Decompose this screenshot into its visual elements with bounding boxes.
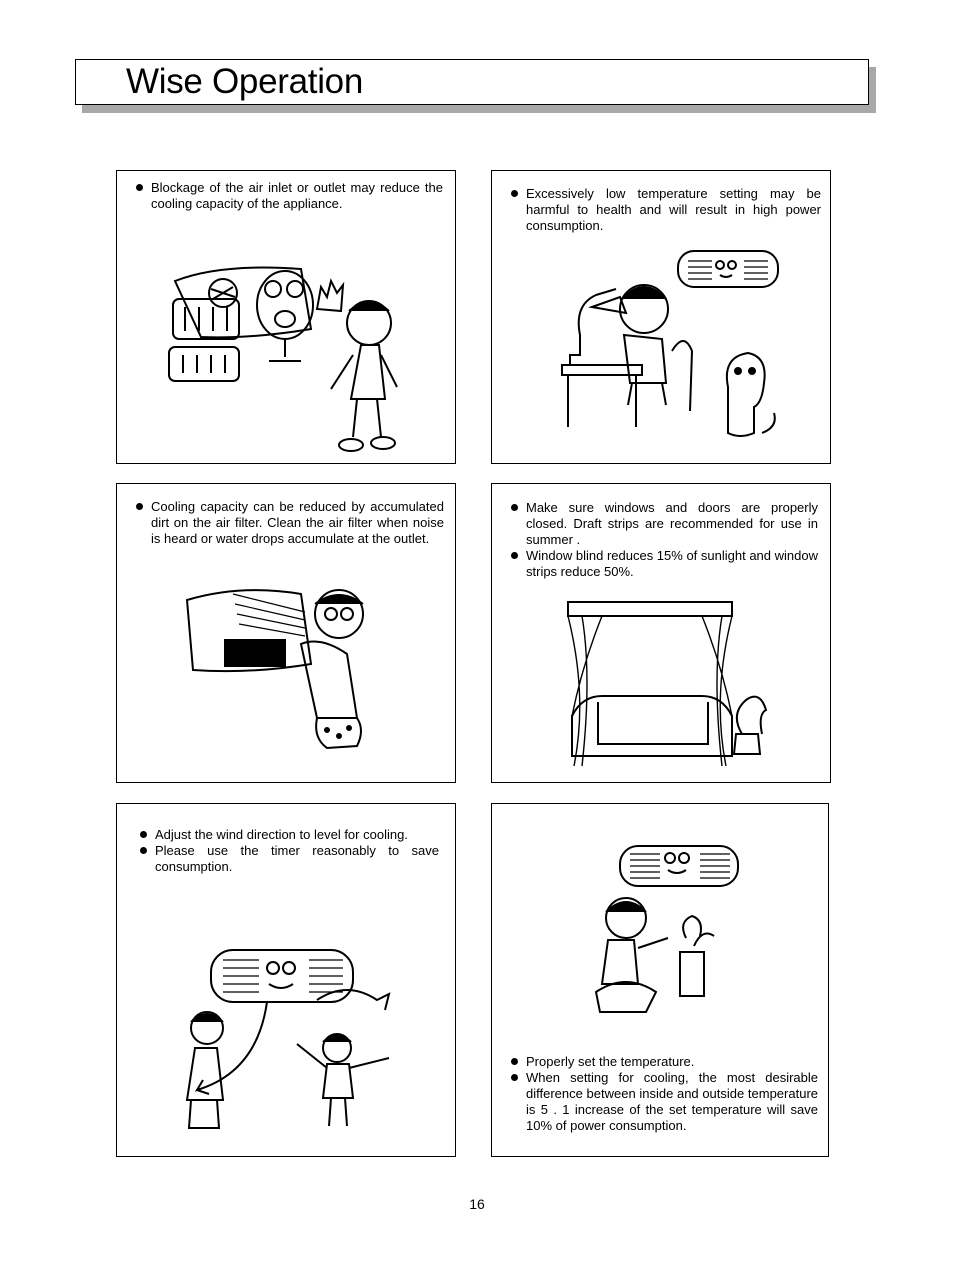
temperature-plant-illustration bbox=[582, 842, 752, 1022]
tip-item: Window blind reduces 15% of sunlight and window strips reduce 50%. bbox=[510, 548, 818, 580]
tip-panel-set-temperature bbox=[491, 803, 829, 1157]
tip-panel-low-temperature bbox=[491, 170, 831, 464]
blocked-ac-illustration bbox=[161, 259, 431, 459]
tip-panel-wind-direction bbox=[116, 803, 456, 1157]
title-bar bbox=[75, 59, 869, 105]
tip-list bbox=[139, 827, 439, 875]
tip-panel-windows-doors bbox=[491, 483, 831, 783]
tip-panel-air-filter bbox=[116, 483, 456, 783]
curtains-sofa-illustration bbox=[562, 596, 772, 768]
tip-list bbox=[510, 1054, 818, 1134]
tip-item: Make sure windows and doors are properly closed. Draft strips are recommended for use in summer . bbox=[510, 500, 818, 548]
tip-item: Please use the timer reasonably to save consumption. bbox=[139, 843, 439, 875]
page-title: Wise Operation bbox=[126, 62, 364, 101]
tip-list bbox=[510, 500, 818, 580]
tip-list bbox=[135, 180, 443, 212]
tip-item: Adjust the wind direction to level for cooling. bbox=[139, 827, 439, 843]
tip-item: Blockage of the air inlet or outlet may reduce the cooling capacity of the appliance. bbox=[135, 180, 443, 212]
tip-item: Properly set the temperature. bbox=[510, 1054, 818, 1070]
tip-list bbox=[510, 186, 821, 234]
tip-item: Excessively low temperature setting may be harmful to health and will result in high power consumption. bbox=[510, 186, 821, 234]
study-desk-illustration bbox=[552, 247, 822, 457]
tip-list bbox=[135, 499, 444, 547]
wind-direction-illustration bbox=[167, 944, 417, 1144]
tip-item: When setting for cooling, the most desirable difference between inside and outside temperature is 5 . 1 increase of the set temperature will save 10% of power consumption. bbox=[510, 1070, 818, 1134]
filter-cleaning-illustration bbox=[181, 584, 381, 754]
tip-panel-air-blockage bbox=[116, 170, 456, 464]
tip-item: Cooling capacity can be reduced by accumulated dirt on the air filter. Clean the air filter when noise is heard or water drops accumulate at the outlet. bbox=[135, 499, 444, 547]
page-number: 16 bbox=[469, 1196, 485, 1212]
